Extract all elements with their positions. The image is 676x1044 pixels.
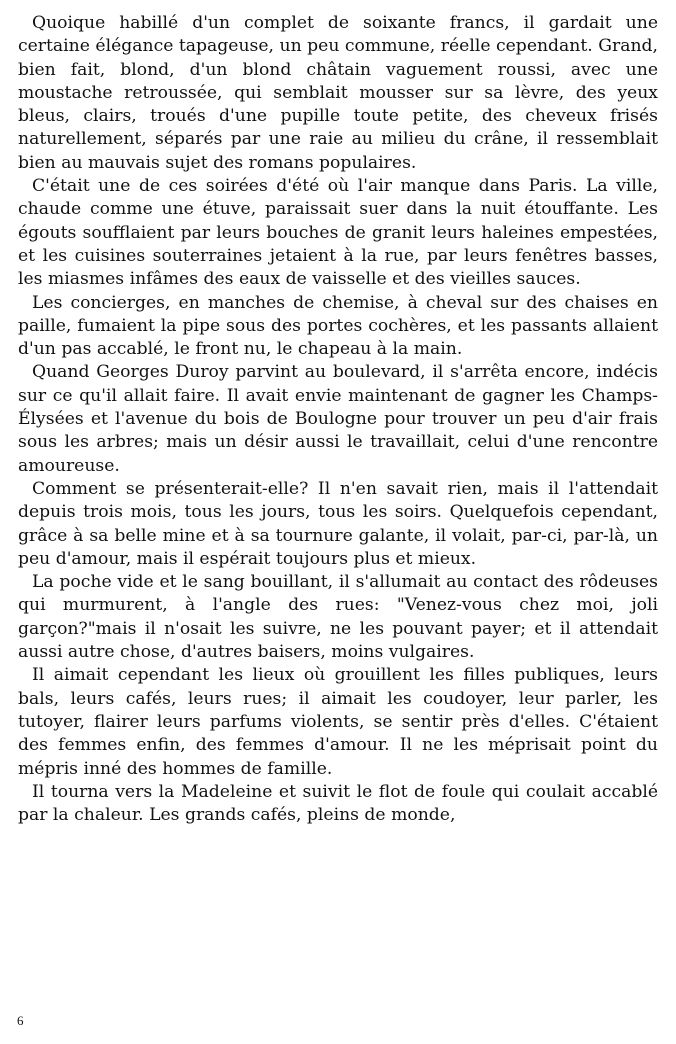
paragraph-5: Comment se présenterait-elle? Il n'en savait rien, mais il l'attendait depuis trois mois, tous les jours, tous les soirs. Quelquefois cependant, grâce à sa belle mine et à sa tournure galante, il volait, par-ci, par-là, un peu d'amour, mais il espérait toujours plus et mieux. — [18, 478, 658, 569]
page-number: 6 — [17, 1013, 24, 1028]
paragraph-6: La poche vide et le sang bouillant, il s'allumait au contact des rôdeuses qui murmurent, à l'angle des rues: "Venez-vous chez moi, joli garçon?"mais il n'osait les suivre, ne les pouvant payer; et il attendait aussi autre chose, d'autres baisers, moins vulgaires. — [18, 572, 658, 663]
paragraph-8: Il tourna vers la Madeleine et suivit le flot de foule qui coulait accablé par la chaleur. Les grands cafés, pleins de monde, — [18, 781, 658, 826]
paragraph-4: Quand Georges Duroy parvint au boulevard, il s'arrêta encore, indécis sur ce qu'il allait faire. Il avait envie maintenant de gagner les Champs-Élysées et l'avenue du bois de Boulogne pour trouver un peu d'air frais sous les arbres; mais un désir aussi le travaillait, celui d'une rencontre amoureuse. — [18, 362, 658, 476]
paragraph-3: Les concierges, en manches de chemise, à cheval sur des chaises en paille, fumaient la pipe sous des portes cochères, et les passants allaient d'un pas accablé, le front nu, le chapeau à la main. — [18, 292, 658, 360]
page-body — [18, 12, 658, 827]
paragraph-7: Il aimait cependant les lieux où grouillent les filles publiques, leurs bals, leurs cafés, leurs rues; il aimait les coudoyer, leur parler, les tutoyer, flairer leurs parfums violents, se sentir près d'elles. C'étaient des femmes enfin, des femmes d'amour. Il ne les méprisait point du mépris inné des hommes de famille. — [18, 665, 658, 779]
paragraph-2: C'était une de ces soirées d'été où l'air manque dans Paris. La ville, chaude comme une étuve, paraissait suer dans la nuit étouffante. Les égouts soufflaient par leurs bouches de granit leurs haleines empestées, et les cuisines souterraines jetaient à la rue, par leurs fenêtres basses, les miasmes infâmes des eaux de vaisselle et des vieilles sauces. — [18, 176, 658, 290]
paragraph-1: Quoique habillé d'un complet de soixante francs, il gardait une certaine élégance tapageuse, un peu commune, réelle cependant. Grand, bien fait, blond, d'un blond châtain vaguement roussi, avec une moustache retroussée, qui semblait mousser sur sa lèvre, des yeux bleus, clairs, troués d'une pupille toute petite, des cheveux frisés naturellement, séparés par une raie au milieu du crâne, il ressemblait bien au mauvais sujet des romans populaires. — [18, 13, 658, 173]
